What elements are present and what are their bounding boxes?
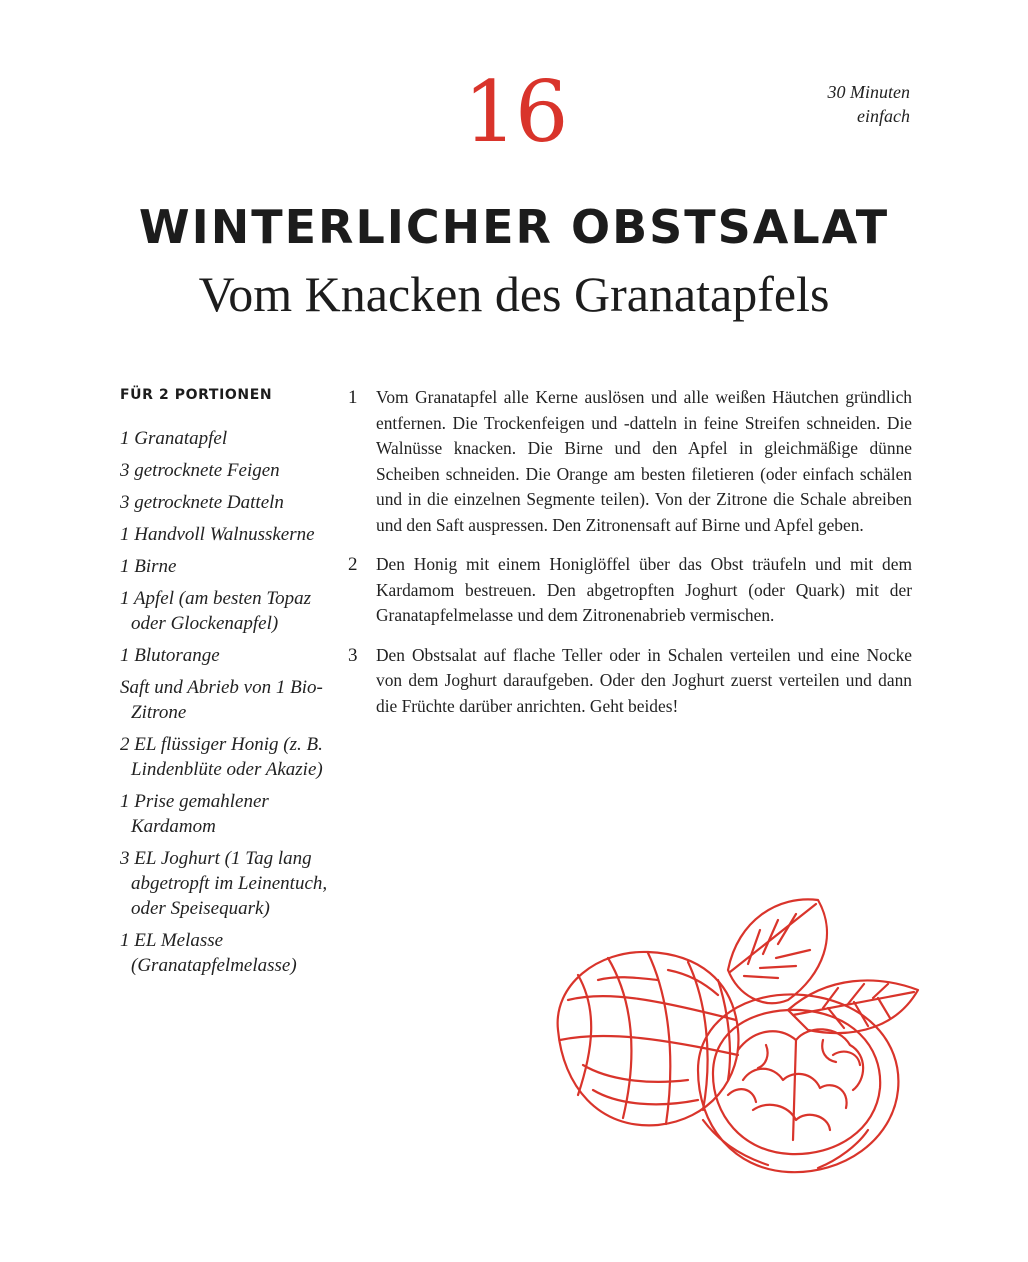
ingredient-item: 1 Birne [120,556,177,577]
recipe-title: WINTERLICHER OBSTSALAT [138,200,890,254]
step [348,385,912,538]
leaf-icon [728,899,827,1003]
ingredient-item: 1 EL Melasse (Granatapfelmelasse) [120,930,297,976]
recipe-number: 16 [463,63,567,161]
ingredient-item: 1 Prise gemahlener Kardamom [120,791,269,837]
ingredient-item: 1 Apfel (am besten Topaz oder Glockenapfel) [120,588,312,634]
ingredient-item: 1 Handvoll Walnusskerne [120,524,315,545]
ingredient-item: 3 getrocknete Feigen [120,460,280,481]
ingredient-item: Saft und Abrieb von 1 Bio-Zitrone [120,677,323,723]
step-text: Vom Granatapfel alle Kerne auslösen und alle weißen Häutchen gründlich entfernen. Die Trockenfeigen und -datteln in feine Streifen schneiden. Die Walnüsse knacken. Die Birne und den Apfel in gleichmäßige dünne Scheiben schneiden. Die Orange am besten filetieren (oder einfach schälen und in die einzelnen Segmente teilen). Von der Zitrone die Schale abreiben und den Saft auspressen. Den Zitronensaft auf Birne und Apfel geben. [376,387,912,535]
prep-time: 30 Minuten [827,82,910,102]
ingredient-item: 1 Granatapfel [120,428,228,449]
recipe-meta [828,80,911,128]
walnut-illustration-icon [538,880,928,1200]
ingredient-list [120,426,350,985]
ingredient-item: 3 EL Joghurt (1 Tag lang abgetropft im Leinentuch, oder Speisequark) [120,848,328,919]
instruction-steps [348,385,912,733]
ingredient-item: 1 Blutorange [120,645,220,666]
step-text: Den Obstsalat auf flache Teller oder in Schalen verteilen und eine Nocke von dem Joghurt daraufgeben. Oder den Joghurt zuerst verteilen und dann die Früchte darüber anrichten. Geht beides! [376,644,912,716]
ingredient-item: 2 EL flüssiger Honig (z. B. Lindenblüte oder Akazie) [120,734,323,780]
step-number: 2 [348,554,358,575]
walnut-shell-icon [558,952,739,1125]
leaf-icon [788,980,918,1033]
step [348,643,912,720]
step-number: 1 [348,387,358,408]
ingredient-item: 3 getrocknete Datteln [120,492,284,513]
step-number: 3 [348,644,358,666]
step-text: Den Honig mit einem Honiglöffel über das Obst träufeln und mit dem Kardamom bestreuen. Den abgetropften Joghurt (oder Quark) mit der Granatapfelmelasse und dem Zitronenabrieb vermischen. [376,554,912,625]
difficulty: einfach [857,106,910,126]
recipe-subtitle: Vom Knacken des Granatapfels [198,266,830,322]
step [348,552,912,629]
portions-heading: FÜR 2 PORTIONEN [120,387,273,403]
